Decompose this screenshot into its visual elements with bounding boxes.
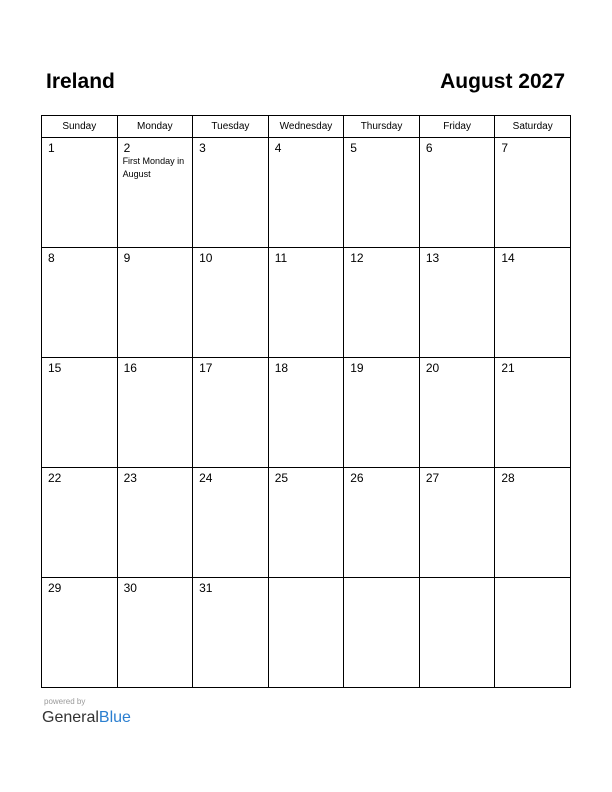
weekday-header: Tuesday (193, 116, 269, 138)
week-row (42, 358, 571, 468)
day-cell (42, 358, 118, 468)
calendar-grid (41, 115, 571, 688)
day-number: 1 (48, 141, 55, 155)
day-number: 25 (274, 471, 289, 485)
day-number: 30 (123, 581, 137, 595)
powered-by-text: powered by (44, 697, 86, 706)
weekday-header: Saturday (495, 116, 571, 138)
day-number: 22 (48, 471, 62, 485)
day-number: 8 (48, 251, 55, 265)
day-number: 5 (350, 141, 357, 155)
week-row (42, 468, 571, 578)
day-cell (117, 578, 193, 688)
day-number: 17 (199, 361, 213, 375)
day-cell (268, 358, 344, 468)
day-number: 11 (274, 251, 288, 265)
day-cell (117, 138, 193, 248)
day-cell (344, 358, 420, 468)
day-number: 9 (123, 251, 131, 265)
day-cell-empty (419, 578, 495, 688)
week-row (42, 138, 571, 248)
week-row (42, 248, 571, 358)
day-number: 26 (350, 471, 364, 485)
day-number: 31 (199, 581, 213, 595)
day-cell (419, 468, 495, 578)
weekday-header: Thursday (344, 116, 420, 138)
day-cell (495, 468, 571, 578)
weekday-header: Sunday (42, 116, 118, 138)
day-cell-empty (268, 578, 344, 688)
day-number: 3 (199, 141, 206, 155)
day-number: 24 (199, 471, 213, 485)
day-cell (268, 248, 344, 358)
day-number: 6 (425, 141, 433, 155)
week-row (42, 578, 571, 688)
day-number: 20 (425, 361, 440, 375)
day-number: 27 (425, 471, 440, 485)
day-cell (193, 358, 269, 468)
weekday-header: Friday (419, 116, 495, 138)
day-cell (419, 358, 495, 468)
day-number: 18 (274, 361, 289, 375)
weekday-header: Wednesday (268, 116, 344, 138)
day-number: 10 (199, 251, 213, 265)
day-cell-empty (495, 578, 571, 688)
footer-branding (42, 697, 131, 727)
day-cell (344, 248, 420, 358)
day-number: 7 (501, 141, 509, 155)
month-year-title: August 2027 (440, 70, 565, 93)
day-cell (495, 138, 571, 248)
day-number: 29 (48, 581, 62, 595)
day-cell (193, 578, 269, 688)
day-cell (117, 468, 193, 578)
day-number: 16 (123, 361, 137, 375)
generalblue-logo[interactable] (42, 709, 131, 727)
weekday-header: Monday (117, 116, 193, 138)
day-number: 14 (501, 251, 515, 265)
country-title: Ireland (46, 70, 115, 93)
day-number: 21 (501, 361, 515, 375)
day-cell (193, 468, 269, 578)
brand-name-part1: General (42, 709, 99, 726)
weekday-header-row (42, 116, 571, 138)
day-cell (42, 138, 118, 248)
day-cell (117, 358, 193, 468)
day-cell (419, 248, 495, 358)
day-cell (193, 248, 269, 358)
day-cell (344, 138, 420, 248)
day-cell (117, 248, 193, 358)
day-number: 28 (501, 471, 515, 485)
day-cell (495, 248, 571, 358)
day-cell (344, 468, 420, 578)
day-number: 23 (123, 471, 137, 485)
day-number: 4 (274, 141, 282, 155)
day-number: 19 (350, 361, 364, 375)
day-number: 15 (48, 361, 62, 375)
day-cell (495, 358, 571, 468)
day-number: 12 (350, 251, 364, 265)
day-number: 2 (123, 141, 131, 155)
day-cell (268, 468, 344, 578)
day-cell (193, 138, 269, 248)
day-cell (42, 468, 118, 578)
day-number: 13 (425, 251, 440, 265)
day-cell (42, 248, 118, 358)
holiday-label: First Monday in August (122, 156, 185, 179)
day-cell (268, 138, 344, 248)
brand-name-part2: Blue (98, 709, 131, 726)
day-cell-empty (344, 578, 420, 688)
day-cell (42, 578, 118, 688)
day-cell (419, 138, 495, 248)
